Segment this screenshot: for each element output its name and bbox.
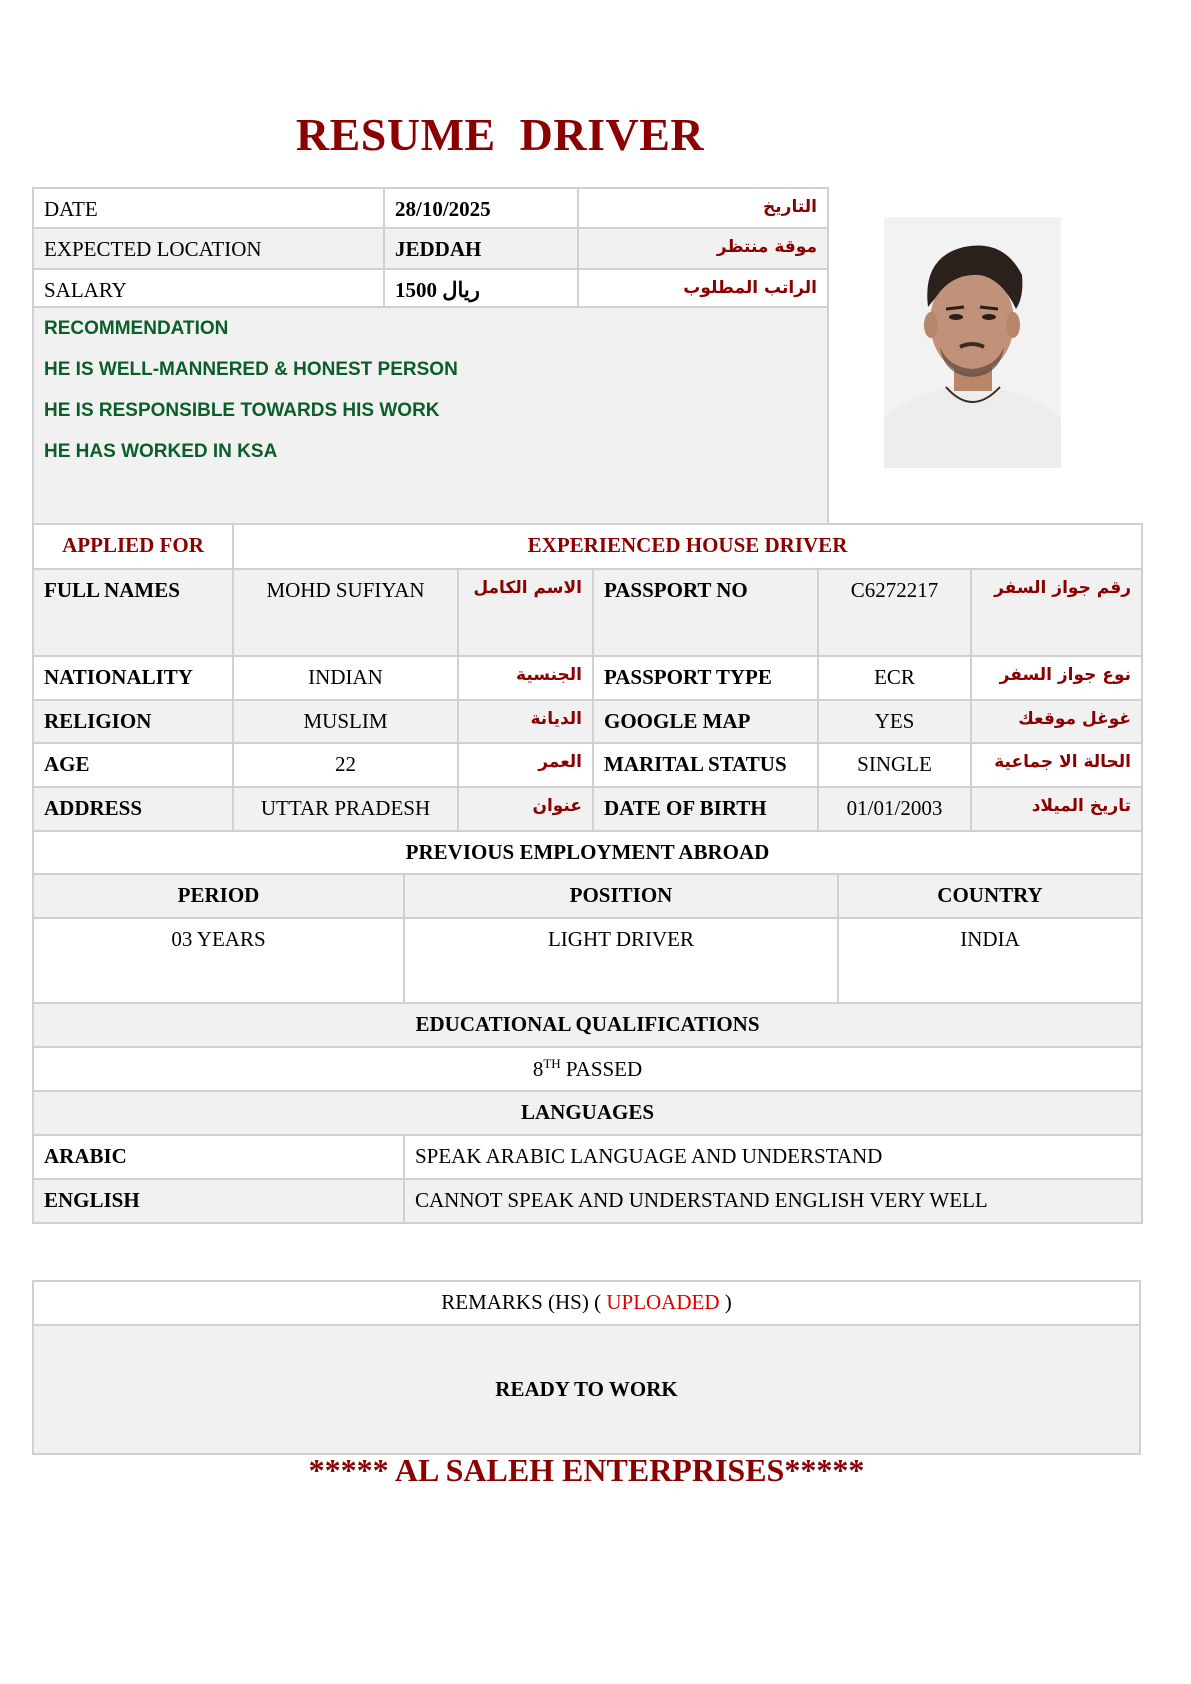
salary-value: 1500 ريال [384,269,578,307]
detail-row [33,656,1142,700]
salary-row [33,269,828,307]
recommendation-line: HE IS RESPONSIBLE TOWARDS HIS WORK [44,400,440,421]
employment-columns-row [33,874,1142,918]
date-of-birth-arabic-label: تاريخ الميلاد [971,787,1142,831]
date-value: 28/10/2025 [384,188,578,228]
location-value: JEDDAH [384,228,578,269]
position-value: LIGHT DRIVER [404,918,838,1003]
google-map-arabic-label: غوغل موقعك [971,700,1142,743]
passport-no-label: PASSPORT NO [593,569,818,656]
education-heading: EDUCATIONAL QUALIFICATIONS [33,1003,1142,1047]
detail-row [33,700,1142,743]
passport-type-arabic-label: نوع جواز السفر [971,656,1142,700]
full-names-label: FULL NAMES [33,569,233,656]
candidate-photo [884,217,1061,468]
passport-no-value: C6272217 [818,569,971,656]
education-value [33,1047,1142,1091]
details-table [32,523,1143,832]
period-value: 03 YEARS [33,918,404,1003]
remarks-table [32,1280,1141,1455]
location-label: EXPECTED LOCATION [33,228,384,269]
recommendation-line: HE HAS WORKED IN KSA [44,441,278,462]
location-row [33,228,828,269]
date-label: DATE [33,188,384,228]
detail-row [33,743,1142,787]
recommendation-cell [33,307,828,524]
language-name: ENGLISH [33,1179,404,1223]
remarks-heading-row [33,1281,1140,1325]
address-label: ADDRESS [33,787,233,831]
top-info-table [32,187,829,525]
passport-no-arabic-label: رقم جواز السفر [971,569,1142,656]
full-names-value: MOHD SUFIYAN [233,569,458,656]
google-map-value: YES [818,700,971,743]
age-arabic-label: العمر [458,743,593,787]
employment-heading-row [33,831,1142,874]
remarks-heading [33,1281,1140,1325]
detail-row [33,569,1142,656]
date-row [33,188,828,228]
recommendation-heading: RECOMMENDATION [44,318,229,339]
marital-status-label: MARITAL STATUS [593,743,818,787]
marital-status-arabic-label: الحالة الا جماعية [971,743,1142,787]
language-row [33,1179,1142,1223]
salary-arabic-label: الراتب المطلوب [578,269,828,307]
recommendation-row [33,307,828,524]
education-status: PASSED [560,1057,643,1081]
date-of-birth-label: DATE OF BIRTH [593,787,818,831]
employment-heading: PREVIOUS EMPLOYMENT ABROAD [33,831,1142,874]
passport-type-label: PASSPORT TYPE [593,656,818,700]
education-heading-row [33,1003,1142,1047]
recommendation-line: HE IS WELL-MANNERED & HONEST PERSON [44,359,458,380]
language-level: SPEAK ARABIC LANGUAGE AND UNDERSTAND [404,1135,1142,1179]
page-title: RESUME DRIVER [295,109,705,160]
education-row [33,1047,1142,1091]
nationality-value: INDIAN [233,656,458,700]
remarks-prefix: REMARKS (HS) ( [441,1290,607,1314]
portrait-icon [884,217,1061,468]
language-level: CANNOT SPEAK AND UNDERSTAND ENGLISH VERY WELL [404,1179,1142,1223]
employment-row [33,918,1142,1003]
religion-label: RELIGION [33,700,233,743]
remarks-suffix: ) [719,1290,732,1314]
nationality-label: NATIONALITY [33,656,233,700]
language-row [33,1135,1142,1179]
detail-row [33,787,1142,831]
remarks-body: READY TO WORK [33,1325,1140,1454]
remarks-status: UPLOADED [606,1290,720,1314]
religion-value: MUSLIM [233,700,458,743]
languages-heading-row [33,1091,1142,1135]
applied-for-row [33,524,1142,569]
column-header-country: COUNTRY [838,874,1142,918]
column-header-period: PERIOD [33,874,404,918]
education-ordinal: TH [543,1056,561,1071]
company-footer: ***** AL SALEH ENTERPRISES***** [308,1452,865,1488]
languages-heading: LANGUAGES [33,1091,1142,1135]
address-arabic-label: عنوان [458,787,593,831]
education-grade: 8 [532,1057,544,1081]
applied-for-label: APPLIED FOR [33,524,233,569]
marital-status-value: SINGLE [818,743,971,787]
religion-arabic-label: الديانة [458,700,593,743]
address-value: UTTAR PRADESH [233,787,458,831]
applied-for-value: EXPERIENCED HOUSE DRIVER [233,524,1142,569]
full-names-arabic-label: الاسم الكامل [458,569,593,656]
salary-label: SALARY [33,269,384,307]
country-value: INDIA [838,918,1142,1003]
age-label: AGE [33,743,233,787]
google-map-label: GOOGLE MAP [593,700,818,743]
location-arabic-label: موقة منتظر [578,228,828,269]
date-of-birth-value: 01/01/2003 [818,787,971,831]
date-arabic-label: التاريخ [578,188,828,228]
passport-type-value: ECR [818,656,971,700]
age-value: 22 [233,743,458,787]
employment-table [32,830,1143,1224]
nationality-arabic-label: الجنسية [458,656,593,700]
column-header-position: POSITION [404,874,838,918]
language-name: ARABIC [33,1135,404,1179]
remarks-body-row [33,1325,1140,1454]
